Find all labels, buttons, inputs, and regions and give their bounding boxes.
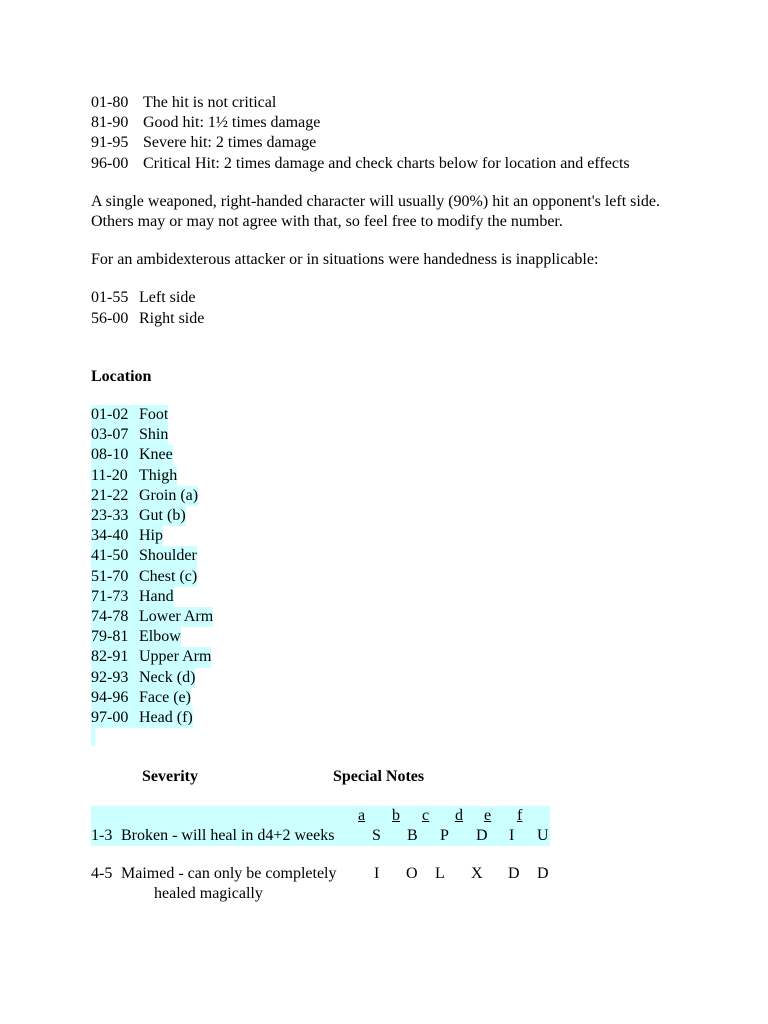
highlight-stub — [91, 728, 95, 746]
location-text: Face (e) — [139, 688, 191, 706]
hit-text: Good hit: 1½ times damage — [143, 114, 321, 132]
location-text: Chest (c) — [139, 567, 198, 585]
hit-range: 91-95 — [91, 134, 129, 152]
location-row — [91, 668, 691, 688]
note-code: P — [440, 827, 449, 845]
severity-range: 4-5 — [91, 865, 113, 883]
location-range: 41-50 — [91, 547, 129, 565]
location-text: Neck (d) — [139, 668, 196, 686]
location-row — [91, 607, 691, 627]
location-row — [91, 567, 691, 587]
location-row — [91, 647, 691, 667]
severity-row — [91, 864, 691, 884]
severity-row-continuation — [91, 884, 691, 904]
location-row — [91, 526, 691, 546]
note-letters-row — [91, 806, 550, 826]
note-code: D — [508, 865, 520, 883]
location-row — [91, 708, 691, 728]
note-code: D — [476, 827, 488, 845]
hit-row — [91, 154, 691, 174]
location-heading: Location — [91, 367, 152, 385]
severity-text-continued: healed magically — [154, 885, 263, 903]
location-range: 74-78 — [91, 608, 129, 626]
location-range: 08-10 — [91, 446, 129, 464]
severity-range: 1-3 — [91, 827, 113, 845]
note-code: I — [509, 827, 515, 845]
location-text: Shin — [139, 426, 169, 444]
severity-row — [91, 826, 550, 846]
location-text: Lower Arm — [139, 608, 214, 626]
location-text: Thigh — [139, 466, 178, 484]
paragraph-modify: Others may or may not agree with that, so feel free to modify the number. — [91, 213, 563, 231]
location-table — [91, 405, 691, 746]
hit-row — [91, 93, 691, 113]
side-text: Right side — [139, 309, 205, 327]
severity-heading: Severity — [142, 768, 198, 786]
location-range: 79-81 — [91, 628, 129, 646]
location-range: 03-07 — [91, 426, 129, 444]
note-code: O — [406, 865, 418, 883]
location-row — [91, 688, 691, 708]
note-letter: a — [358, 807, 366, 825]
side-row — [91, 288, 691, 308]
hit-text: The hit is not critical — [143, 94, 277, 111]
location-text: Groin (a) — [139, 486, 199, 504]
location-text: Knee — [139, 446, 173, 464]
note-letter: f — [517, 807, 523, 825]
special-notes-heading: Special Notes — [333, 768, 425, 786]
note-letter: b — [392, 807, 400, 825]
note-letter: c — [422, 807, 430, 825]
hit-text: Severe hit: 2 times damage — [143, 134, 317, 152]
location-range: 97-00 — [91, 709, 129, 727]
hit-table — [91, 93, 691, 174]
location-row — [91, 445, 691, 465]
location-range: 21-22 — [91, 486, 129, 504]
location-text: Head (f) — [139, 709, 193, 727]
location-row — [91, 627, 691, 647]
note-code: D — [537, 865, 549, 883]
hit-range: 81-90 — [91, 114, 129, 132]
location-range: 82-91 — [91, 648, 129, 666]
location-row — [91, 405, 691, 425]
hit-row — [91, 133, 691, 153]
location-row — [91, 486, 691, 506]
severity-header — [91, 768, 691, 788]
location-row — [91, 546, 691, 566]
note-code: B — [407, 827, 418, 845]
note-code: I — [374, 865, 380, 883]
side-row — [91, 309, 691, 329]
location-range: 51-70 — [91, 567, 129, 585]
location-row — [91, 466, 691, 486]
location-range: 92-93 — [91, 668, 129, 686]
location-row — [91, 587, 691, 607]
location-range: 34-40 — [91, 527, 129, 545]
document-page — [91, 93, 691, 904]
location-text: Shoulder — [139, 547, 197, 565]
severity-text: Maimed - can only be completely — [121, 865, 337, 883]
location-text: Elbow — [139, 628, 181, 646]
location-text: Foot — [139, 406, 169, 424]
location-range: 94-96 — [91, 688, 129, 706]
hit-range: 96-00 — [91, 154, 129, 172]
location-row — [91, 506, 691, 526]
note-letter: e — [484, 807, 492, 825]
side-range: 01-55 — [91, 289, 129, 307]
hit-row — [91, 113, 691, 133]
location-text: Gut (b) — [139, 507, 186, 525]
note-code: X — [471, 865, 483, 883]
location-range: 23-33 — [91, 507, 129, 525]
hit-range: 01-80 — [91, 94, 129, 111]
hit-text: Critical Hit: 2 times damage and check charts below for location and effects — [143, 154, 630, 172]
note-letter: d — [455, 807, 463, 825]
note-code: L — [435, 865, 445, 883]
side-text: Left side — [139, 289, 196, 307]
note-code: U — [537, 827, 549, 845]
paragraph-ambidextrous: For an ambidexterous attacker or in situations were handedness is inapplicable: — [91, 251, 599, 269]
location-text: Hip — [139, 527, 163, 545]
location-range: 01-02 — [91, 406, 129, 424]
location-range: 71-73 — [91, 587, 129, 605]
note-code: S — [372, 827, 381, 845]
side-table — [91, 288, 691, 328]
location-range: 11-20 — [91, 466, 128, 484]
side-range: 56-00 — [91, 309, 129, 327]
severity-text: Broken - will heal in d4+2 weeks — [121, 827, 335, 845]
paragraph-handedness: A single weaponed, right-handed character will usually (90%) hit an opponent's left side. — [91, 192, 660, 210]
location-row — [91, 425, 691, 445]
location-text: Hand — [139, 587, 174, 605]
location-text: Upper Arm — [139, 648, 212, 666]
